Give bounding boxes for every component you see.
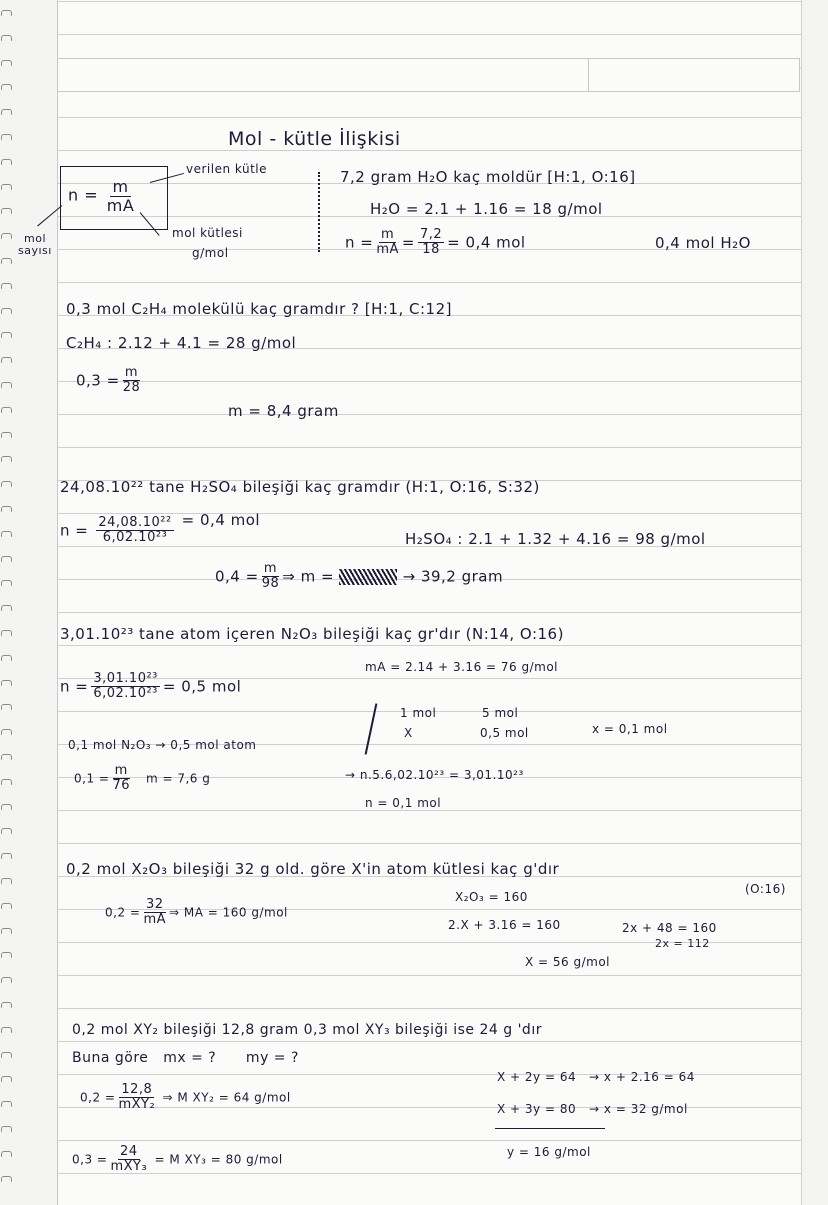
numerator: 7,2 (419, 227, 443, 242)
spiral-hole (1, 506, 12, 512)
numerator: m (381, 227, 395, 242)
text: = 0,4 mol (447, 233, 526, 252)
spiral-hole (1, 332, 12, 338)
ex6-r1: X + 2y = 64 → x + 2.16 = 64 (497, 1070, 695, 1084)
ex3-mass (215, 562, 503, 592)
spiral-hole (1, 159, 12, 165)
spiral-hole (1, 804, 12, 810)
denominator: mXY₂ (118, 1097, 156, 1113)
spiral-hole (1, 828, 12, 834)
ratio-result: x = 0,1 mol (592, 722, 668, 736)
spiral-hole (1, 60, 12, 66)
spiral-hole (1, 382, 12, 388)
numerator: 12,8 (121, 1082, 153, 1097)
text: n = (60, 677, 89, 696)
ex5-r5: X = 56 g/mol (525, 955, 611, 969)
text: n = (345, 233, 374, 252)
text: 0,2 = (80, 1090, 116, 1105)
dotted-divider (318, 172, 320, 252)
label-count: sayısı (18, 244, 52, 257)
denominator: 28 (122, 380, 141, 396)
label-mol: mol (24, 232, 47, 245)
spiral-hole (1, 184, 12, 190)
spiral-hole (1, 878, 12, 884)
formula-numerator: m (112, 177, 129, 196)
numerator: m (124, 365, 139, 380)
spiral-hole (1, 928, 12, 934)
text: m = 7,6 g (145, 771, 211, 786)
spiral-binding (0, 10, 14, 1200)
text: 0,4 = (215, 567, 259, 586)
text: = 0,5 mol (162, 677, 242, 696)
ex1-line2 (345, 228, 526, 258)
denominator: mA (143, 912, 167, 928)
spiral-hole (1, 1052, 12, 1058)
ex4-atom-line: 0,1 mol N₂O₃ → 0,5 mol atom (68, 738, 257, 752)
spiral-hole (1, 853, 12, 859)
spiral-hole (1, 580, 12, 586)
ex1-answer: 0,4 mol H₂O (655, 234, 751, 252)
ex4-n (60, 672, 241, 702)
ex5-question: 0,2 mol X₂O₃ bileşiği 32 g old. göre X'in atom kütlesi kaç g'dır (66, 860, 560, 878)
spiral-hole (1, 456, 12, 462)
numerator: 24,08.10²² (98, 515, 172, 530)
text: n = (60, 521, 89, 540)
spiral-hole (1, 1076, 12, 1082)
numerator: m (114, 763, 128, 778)
spiral-hole (1, 109, 12, 115)
ex4-question: 3,01.10²³ tane atom içeren N₂O₃ bileşiği kaç gr'dır (N:14, O:16) (60, 625, 564, 643)
ex5-r4: 2x = 112 (655, 937, 710, 950)
ex6-line2: Buna göre mx = ? my = ? (72, 1050, 299, 1066)
label-molar-mass: mol kütlesi (172, 226, 243, 240)
spiral-hole (1, 1151, 12, 1157)
spiral-hole (1, 10, 12, 16)
numerator: 32 (145, 897, 164, 912)
spiral-hole (1, 531, 12, 537)
text: ⇒ m = (282, 567, 335, 586)
ex4-n-result: n = 0,1 mol (365, 796, 442, 810)
ex6-b (72, 1145, 283, 1175)
spiral-hole (1, 655, 12, 661)
ex1-line1: H₂O = 2.1 + 1.16 = 18 g/mol (370, 200, 603, 218)
sum-rule (495, 1128, 605, 1129)
ex5-given: (O:16) (745, 882, 786, 896)
formula (68, 178, 137, 214)
spiral-hole (1, 754, 12, 760)
ex2-answer: m = 8,4 gram (228, 402, 339, 420)
ex4-check: → n.5.6,02.10²³ = 3,01.10²³ (345, 768, 524, 782)
text: = 0,4 mol (181, 511, 261, 530)
denominator: 6,02.10²³ (102, 530, 168, 546)
ex3-molar: H₂SO₄ : 2.1 + 1.32 + 4.16 = 98 g/mol (405, 530, 706, 548)
spiral-hole (1, 357, 12, 363)
text: 0,2 = (105, 905, 141, 920)
spiral-hole (1, 556, 12, 562)
text: ⇒ MA = 160 g/mol (169, 905, 288, 920)
formula-denominator: mA (106, 195, 135, 215)
ex5-r2: 2.X + 3.16 = 160 (448, 918, 561, 932)
page-title: Mol - kütle İlişkisi (228, 128, 401, 150)
spiral-hole (1, 630, 12, 636)
spiral-hole (1, 680, 12, 686)
numerator: 3,01.10²³ (93, 671, 158, 686)
formula-lhs: n = (68, 185, 99, 205)
numerator: m (263, 561, 278, 576)
page-header-box (57, 58, 800, 92)
denominator: 18 (422, 242, 440, 258)
ratio-a2: X (404, 726, 413, 740)
text: 0,1 = (74, 771, 110, 786)
spiral-hole (1, 1126, 12, 1132)
ex5-eq (105, 898, 288, 928)
spiral-hole (1, 283, 12, 289)
spiral-hole (1, 952, 12, 958)
text: ⇒ M XY₂ = 64 g/mol (162, 1090, 291, 1105)
text: 0,3 = (76, 371, 120, 390)
spiral-hole (1, 605, 12, 611)
ex4-molar: mA = 2.14 + 3.16 = 76 g/mol (365, 660, 558, 674)
spiral-hole (1, 1176, 12, 1182)
numerator: 24 (120, 1144, 138, 1159)
spiral-hole (1, 1101, 12, 1107)
spiral-hole (1, 432, 12, 438)
spiral-hole (1, 779, 12, 785)
spiral-hole (1, 407, 12, 413)
spiral-hole (1, 233, 12, 239)
spiral-hole (1, 977, 12, 983)
ex3-question: 24,08.10²² tane H₂SO₄ bileşiği kaç gramdır (H:1, O:16, S:32) (60, 478, 540, 496)
spiral-hole (1, 258, 12, 264)
header-divider (588, 59, 589, 91)
spiral-hole (1, 84, 12, 90)
ex6-r2: X + 3y = 80 → x = 32 g/mol (497, 1102, 688, 1116)
text: → 39,2 gram (402, 567, 504, 586)
spiral-hole (1, 1027, 12, 1033)
ex6-question: 0,2 mol XY₂ bileşiği 12,8 gram 0,3 mol XY₃ bileşiği ise 24 g 'dır (72, 1022, 542, 1038)
ratio-b1: 5 mol (482, 706, 519, 720)
denominator: mXY₃ (110, 1159, 148, 1175)
ex5-r3: 2x + 48 = 160 (622, 921, 717, 935)
denominator: mA (376, 242, 399, 258)
ex2-line2 (76, 366, 143, 396)
spiral-hole (1, 729, 12, 735)
spiral-hole (1, 903, 12, 909)
spiral-hole (1, 704, 12, 710)
text: = M XY₃ = 80 g/mol (154, 1152, 283, 1167)
spiral-hole (1, 208, 12, 214)
label-molar-unit: g/mol (192, 246, 229, 260)
denominator: 98 (261, 576, 280, 592)
spiral-hole (1, 134, 12, 140)
text: 0,3 = (72, 1152, 108, 1167)
denominator: 76 (112, 778, 130, 794)
ex2-question: 0,3 mol C₂H₄ molekülü kaç gramdır ? [H:1, C:12] (66, 300, 452, 318)
denominator: 6,02.10²³ (93, 686, 158, 702)
ex3-n (60, 511, 261, 546)
ex1-question: 7,2 gram H₂O kaç moldür [H:1, O:16] (340, 168, 636, 186)
label-given-mass: verilen kütle (186, 162, 267, 176)
ex6-a (80, 1083, 291, 1113)
ex6-r3: y = 16 g/mol (507, 1145, 591, 1159)
ex4-mass (74, 764, 210, 794)
ratio-a1: 1 mol (400, 706, 437, 720)
spiral-hole (1, 1002, 12, 1008)
ex5-r1: X₂O₃ = 160 (455, 890, 528, 904)
spiral-hole (1, 35, 12, 41)
ex2-line1: C₂H₄ : 2.12 + 4.1 = 28 g/mol (66, 334, 297, 352)
spiral-hole (1, 308, 12, 314)
scribbled-out-text (339, 569, 397, 585)
spiral-hole (1, 481, 12, 487)
ratio-b2: 0,5 mol (480, 726, 529, 740)
text: = (401, 233, 415, 252)
